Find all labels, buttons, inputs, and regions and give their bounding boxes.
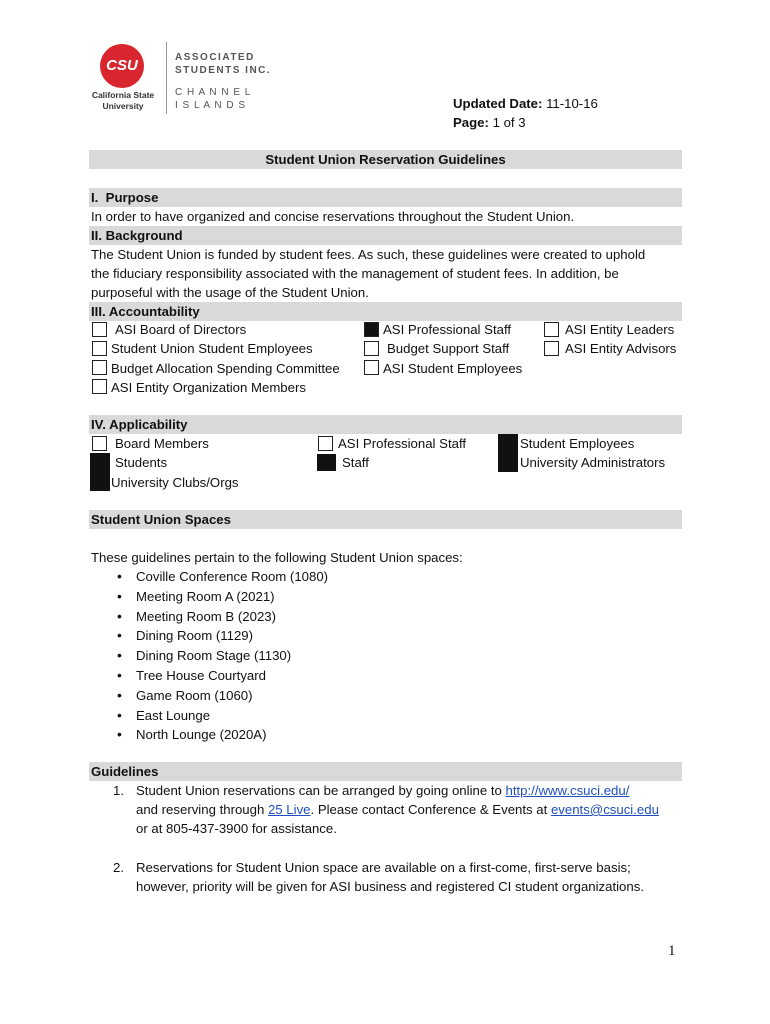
checkbox-asi-student-employees[interactable] — [364, 360, 379, 375]
label-students: Students — [115, 455, 168, 470]
logo-campus-line1: C H A N N E L — [175, 87, 252, 98]
guideline-1-text-c: . Please contact Conference & Events at — [310, 802, 551, 817]
label-asi-professional-staff: ASI Professional Staff — [383, 322, 512, 337]
guidelines-heading: Guidelines — [91, 764, 159, 779]
background-line-3: purposeful with the usage of the Student Union. — [91, 285, 369, 300]
label-staff: Staff — [342, 455, 369, 470]
checkbox-asi-professional-staff-applicability[interactable] — [318, 436, 333, 451]
csu-seal-text: CSU — [106, 57, 138, 74]
label-university-administrators: University Administrators — [520, 455, 666, 470]
purpose-heading: I. Purpose — [91, 190, 159, 205]
25-live-link[interactable]: 25 Live — [267, 802, 311, 817]
list-item: • Dining Room Stage (1130) — [117, 646, 328, 666]
spaces-list — [117, 567, 328, 745]
logo-divider — [166, 42, 167, 114]
guideline-1-line-1 — [136, 781, 629, 800]
checkbox-staff-filled[interactable] — [317, 454, 336, 471]
document-title: Student Union Reservation Guidelines — [265, 152, 506, 167]
list-item: • Game Room (1060) — [117, 686, 328, 706]
guideline-1-line-3: or at 805-437-3900 for assistance. — [136, 821, 337, 836]
logo-university-line2: University — [102, 101, 144, 111]
guideline-1-number: 1. — [113, 783, 124, 798]
background-line-2: the fiduciary responsibility associated with the management of student fees. In addition, be — [91, 266, 619, 281]
label-student-union-student-employees: Student Union Student Employees — [111, 341, 313, 356]
checkbox-student-employees-filled[interactable] — [498, 434, 518, 472]
logo-org-line1: ASSOCIATED — [175, 52, 255, 63]
label-budget-support-staff: Budget Support Staff — [387, 341, 510, 356]
label-asi-entity-organization-members: ASI Entity Organization Members — [111, 380, 306, 395]
page-label: Page: — [453, 115, 489, 130]
checkbox-asi-entity-leaders[interactable] — [544, 322, 559, 337]
updated-date — [453, 94, 598, 113]
list-item: • Tree House Courtyard — [117, 666, 328, 686]
checkbox-budget-support-staff[interactable] — [364, 341, 379, 356]
list-item: • Dining Room (1129) — [117, 626, 328, 646]
checkbox-asi-professional-staff[interactable] — [364, 322, 379, 337]
page-count — [453, 113, 526, 132]
label-asi-entity-advisors: ASI Entity Advisors — [565, 341, 677, 356]
logo-org-line2: STUDENTS INC. — [175, 65, 272, 76]
list-item: • Coville Conference Room (1080) — [117, 567, 328, 587]
csuci-website-link[interactable]: http://www.csuci.edu/ — [505, 783, 630, 798]
applicability-heading: IV. Applicability — [91, 417, 188, 432]
label-board-members: Board Members — [115, 436, 209, 451]
guideline-1-text-b: and reserving through — [136, 802, 268, 817]
logo-university-line1: California State — [91, 90, 155, 100]
page-number: 1 — [668, 943, 676, 959]
label-university-clubs-orgs: University Clubs/Orgs — [111, 475, 239, 490]
label-asi-professional-staff-applicability: ASI Professional Staff — [338, 436, 467, 451]
label-asi-student-employees: ASI Student Employees — [383, 361, 523, 376]
logo — [86, 42, 286, 117]
checkbox-budget-allocation-spending-committee[interactable] — [92, 360, 107, 375]
label-asi-entity-leaders: ASI Entity Leaders — [565, 322, 675, 337]
spaces-heading: Student Union Spaces — [91, 512, 231, 527]
checkbox-board-members[interactable] — [92, 436, 107, 451]
purpose-band — [89, 188, 682, 207]
list-item: • East Lounge — [117, 706, 328, 726]
checkbox-asi-entity-organization-members[interactable] — [92, 379, 107, 394]
guidelines-band — [89, 762, 682, 781]
checkbox-student-union-student-employees[interactable] — [92, 341, 107, 356]
background-line-1: The Student Union is funded by student fees. As such, these guidelines were created to uphold — [91, 247, 646, 262]
label-student-employees: Student Employees — [520, 436, 635, 451]
label-asi-board-of-directors: ASI Board of Directors — [115, 322, 247, 337]
spaces-intro: These guidelines pertain to the following Student Union spaces: — [91, 550, 463, 565]
purpose-text: In order to have organized and concise reservations throughout the Student Union. — [91, 209, 575, 224]
list-item: • Meeting Room A (2021) — [117, 587, 328, 607]
events-email-link[interactable]: events@csuci.edu — [550, 802, 659, 817]
guideline-2-line-1: Reservations for Student Union space are available on a first-come, first-serve basis; — [136, 860, 631, 875]
accountability-heading: III. Accountability — [91, 304, 200, 319]
guideline-2-number: 2. — [113, 860, 124, 875]
list-item: • North Lounge (2020A) — [117, 725, 328, 745]
updated-date-value: 11-10-16 — [546, 96, 598, 111]
checkbox-asi-board-of-directors[interactable] — [92, 322, 107, 337]
updated-date-label: Updated Date: — [453, 96, 543, 111]
list-item: • Meeting Room B (2023) — [117, 607, 328, 627]
background-heading: II. Background — [91, 228, 183, 243]
checkbox-asi-entity-advisors[interactable] — [544, 341, 559, 356]
checkbox-students-filled[interactable] — [90, 453, 110, 491]
logo-campus-line2: I S L A N D S — [175, 100, 246, 111]
guideline-2-line-2: however, priority will be given for ASI business and registered CI student organizations. — [136, 879, 644, 894]
label-budget-allocation-spending-committee: Budget Allocation Spending Committee — [111, 361, 340, 376]
guideline-1-text-a: Student Union reservations can be arranged by going online to — [136, 783, 506, 798]
guideline-1-line-2 — [136, 800, 659, 819]
page-value: 1 of 3 — [492, 115, 526, 130]
